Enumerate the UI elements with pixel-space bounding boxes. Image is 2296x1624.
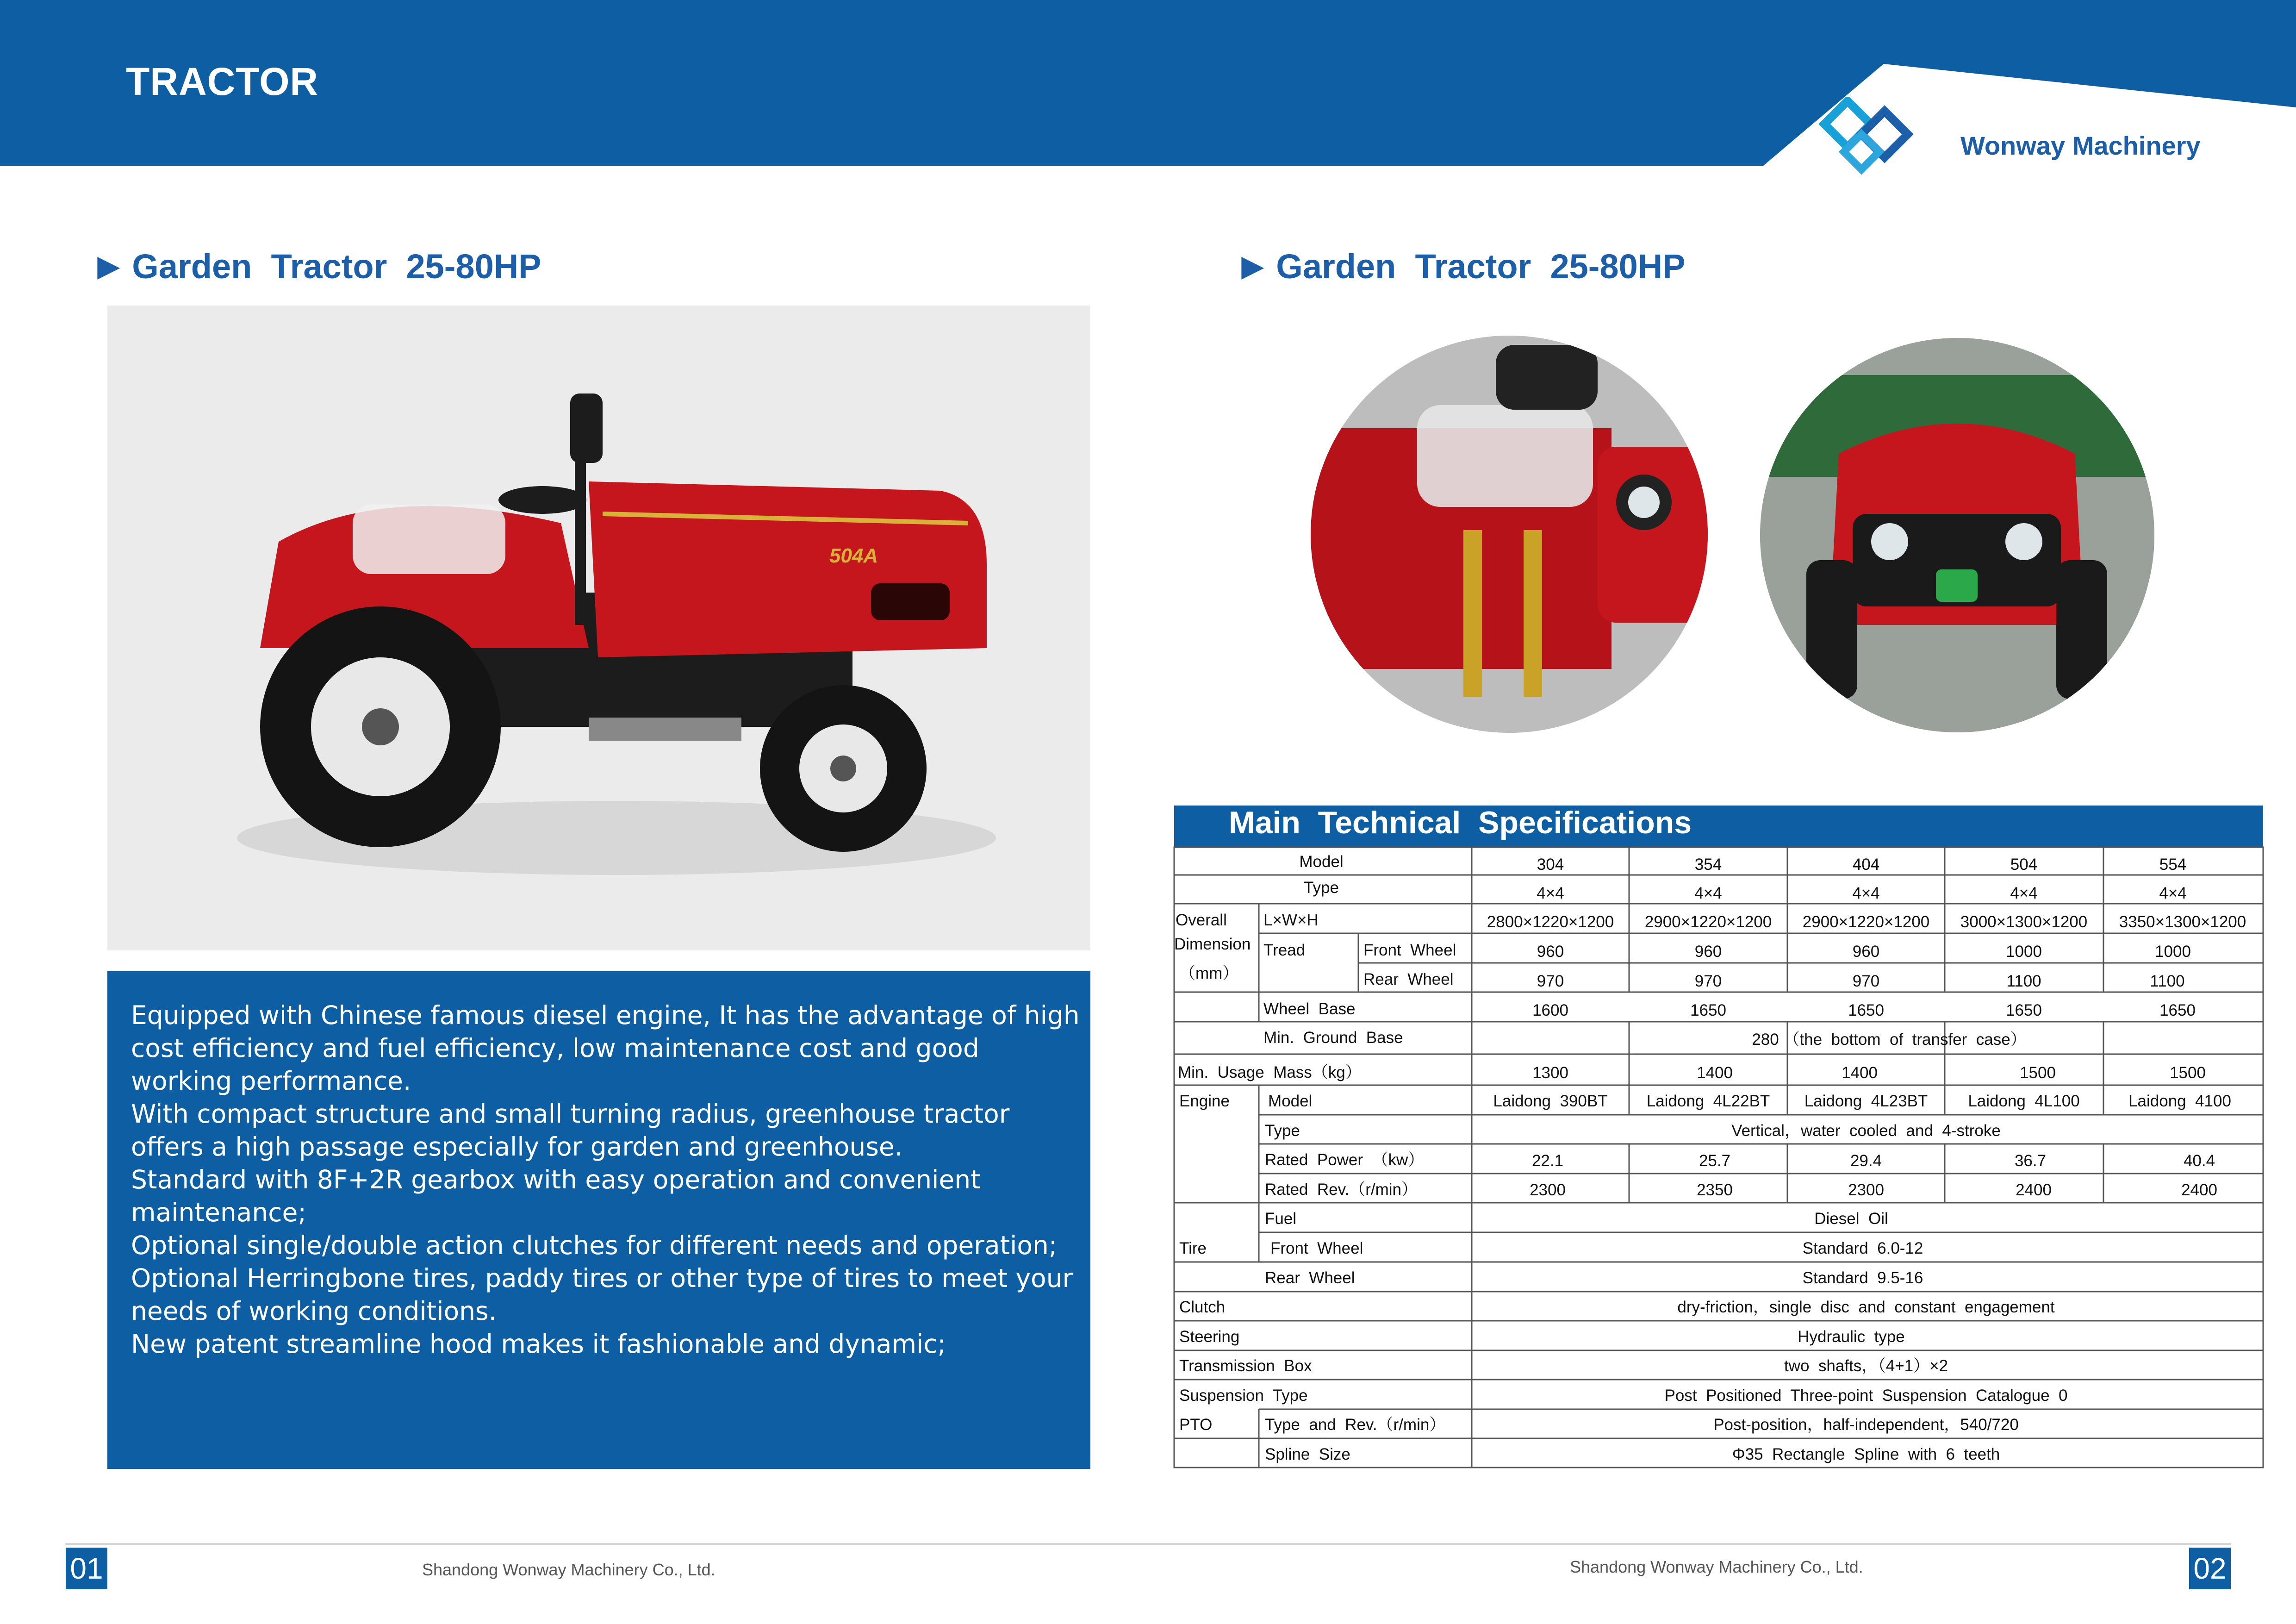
play-arrow-icon: ▶ bbox=[98, 250, 119, 281]
description-text bbox=[131, 999, 1080, 1361]
spec-front-wheel-value: 960 bbox=[1852, 943, 1880, 961]
spec-wheel-base-value: 1650 bbox=[1848, 1001, 1884, 1019]
left-section-heading bbox=[79, 207, 541, 286]
spec-label-engine-model: Model bbox=[1268, 1092, 1313, 1110]
header-title: TRACTOR bbox=[126, 60, 319, 103]
spec-mass-value: 1400 bbox=[1842, 1064, 1878, 1082]
spec-label-rear-wheel: Rear Wheel bbox=[1363, 970, 1454, 988]
spec-engine-model-value: Laidong 390BT bbox=[1493, 1092, 1608, 1110]
left-heading-text: Garden Tractor 25-80HP bbox=[132, 247, 541, 286]
page-number-left: 01 bbox=[66, 1548, 107, 1589]
spec-type-value: 4×4 bbox=[1537, 884, 1564, 902]
description-line: Equipped with Chinese famous diesel engine, It has the advantage of high cost efficiency and fuel efficiency, low maintenance cost and good working performance. bbox=[131, 1000, 1080, 1096]
spec-engine-model-value: Laidong 4L100 bbox=[1968, 1092, 2080, 1110]
spec-label-clutch: Clutch bbox=[1179, 1298, 1226, 1316]
description-line: Standard with 8F+2R gearbox with easy operation and convenient maintenance; bbox=[131, 1165, 981, 1227]
footer-company-right: Shandong Wonway Machinery Co., Ltd. bbox=[1570, 1557, 1863, 1576]
rear-hitch-photo bbox=[1311, 336, 1708, 733]
footer-company-left: Shandong Wonway Machinery Co., Ltd. bbox=[422, 1560, 716, 1579]
spec-model-value: 554 bbox=[2159, 856, 2187, 874]
spec-label-mass: Min. Usage Mass（kg） bbox=[1178, 1063, 1362, 1081]
spec-fuel-value: Diesel Oil bbox=[1814, 1210, 1888, 1228]
spec-power-value: 36.7 bbox=[2014, 1152, 2047, 1170]
spec-model-value: 504 bbox=[2010, 856, 2038, 874]
spec-mass-value: 1300 bbox=[1532, 1064, 1568, 1082]
spec-label-spline: Spline Size bbox=[1265, 1445, 1350, 1463]
spec-label-overall: Overall bbox=[1176, 911, 1227, 929]
spec-wheel-base-value: 1650 bbox=[2006, 1001, 2042, 1019]
spec-clutch-value: dry-friction，single disc and constant engagement bbox=[1677, 1298, 2055, 1316]
spec-steering-value: Hydraulic type bbox=[1798, 1328, 1905, 1346]
spec-rev-value: 2300 bbox=[1530, 1181, 1566, 1199]
spec-rear-wheel-value: 970 bbox=[1694, 972, 1722, 990]
spec-label-ground-base: Min. Ground Base bbox=[1263, 1029, 1403, 1047]
play-arrow-icon: ▶ bbox=[1242, 250, 1263, 281]
spec-front-wheel-value: 960 bbox=[1537, 943, 1564, 961]
spec-mass-value: 1500 bbox=[2020, 1064, 2056, 1082]
header-logo-panel bbox=[0, 0, 2296, 166]
spec-lwh-value: 3350×1300×1200 bbox=[2119, 913, 2246, 931]
right-heading-text: Garden Tractor 25-80HP bbox=[1276, 247, 1686, 286]
spec-transmission-value: two shafts，（4+1）×2 bbox=[1784, 1357, 1948, 1375]
spec-type-value: 4×4 bbox=[2159, 884, 2187, 902]
spec-lwh-value: 2800×1220×1200 bbox=[1487, 913, 1614, 931]
spec-label-dimension: Dimension bbox=[1174, 935, 1251, 953]
spec-label-suspension: Suspension Type bbox=[1179, 1387, 1308, 1405]
spec-label-pto-type: Type and Rev.（r/min） bbox=[1265, 1416, 1446, 1434]
spec-label-rev: Rated Rev.（r/min） bbox=[1265, 1181, 1418, 1199]
description-line: Optional Herringbone tires, paddy tires or other type of tires to meet your needs of working conditions. bbox=[131, 1263, 1073, 1326]
spec-engine-model-value: Laidong 4L22BT bbox=[1646, 1092, 1770, 1110]
spec-mass-value: 1400 bbox=[1697, 1064, 1733, 1082]
spec-model-value: 404 bbox=[1852, 856, 1880, 874]
spec-mass-value: 1500 bbox=[2170, 1064, 2206, 1082]
spec-rev-value: 2300 bbox=[1848, 1181, 1884, 1199]
spec-model-value: 354 bbox=[1694, 856, 1722, 874]
spec-label-fuel: Fuel bbox=[1265, 1210, 1297, 1228]
spec-label-engine: Engine bbox=[1179, 1092, 1230, 1110]
spec-wheel-base-value: 1650 bbox=[1690, 1001, 1726, 1019]
spec-label-front-wheel: Front Wheel bbox=[1363, 941, 1456, 959]
spec-label-tire-front: Front Wheel bbox=[1270, 1239, 1363, 1257]
description-line: Optional single/double action clutches for different needs and operation; bbox=[131, 1230, 1058, 1260]
spec-label-model: Model bbox=[1299, 853, 1344, 871]
spec-suspension-value: Post Positioned Three-point Suspension Catalogue 0 bbox=[1664, 1387, 2068, 1405]
spec-label-wheel-base: Wheel Base bbox=[1263, 1000, 1356, 1018]
description-line: With compact structure and small turning radius, greenhouse tractor offers a high passage especially for garden and greenhouse. bbox=[131, 1099, 1010, 1162]
spec-label-tire: Tire bbox=[1179, 1239, 1207, 1257]
spec-front-wheel-value: 1000 bbox=[2155, 943, 2191, 961]
spec-wheel-base-value: 1600 bbox=[1532, 1001, 1568, 1019]
spec-rev-value: 2400 bbox=[2181, 1181, 2217, 1199]
spec-rear-wheel-value: 970 bbox=[1537, 972, 1564, 990]
wonway-logo-icon bbox=[1819, 97, 1916, 181]
hood-model-label: 504A bbox=[829, 544, 878, 567]
spec-label-pto: PTO bbox=[1179, 1416, 1213, 1434]
spec-rev-value: 2400 bbox=[2016, 1181, 2052, 1199]
spec-power-value: 40.4 bbox=[2183, 1152, 2215, 1170]
spec-front-wheel-value: 1000 bbox=[2006, 943, 2042, 961]
spec-label-transmission: Transmission Box bbox=[1179, 1357, 1312, 1375]
spec-engine-type-value: Vertical，water cooled and 4-stroke bbox=[1731, 1122, 2001, 1140]
spec-title: Main Technical Specifications bbox=[1229, 805, 1692, 840]
spec-power-value: 22.1 bbox=[1531, 1152, 1564, 1170]
spec-rear-wheel-value: 1100 bbox=[2006, 972, 2041, 990]
spec-wheel-base-value: 1650 bbox=[2159, 1001, 2196, 1019]
spec-label-lwh: L×W×H bbox=[1263, 911, 1319, 929]
description-line: New patent streamline hood makes it fashionable and dynamic; bbox=[131, 1329, 946, 1359]
spec-label-steering: Steering bbox=[1179, 1328, 1240, 1346]
spec-type-value: 4×4 bbox=[2010, 884, 2038, 902]
spec-power-value: 25.7 bbox=[1699, 1152, 1731, 1170]
spec-type-value: 4×4 bbox=[1694, 884, 1722, 902]
tractor-illustration bbox=[107, 306, 1090, 950]
spec-rev-value: 2350 bbox=[1697, 1181, 1733, 1199]
spec-power-value: 29.4 bbox=[1850, 1152, 1882, 1170]
spec-tire-front-value: Standard 6.0-12 bbox=[1802, 1239, 1923, 1257]
spec-label-power: Rated Power （kw） bbox=[1265, 1151, 1425, 1169]
page-number-right: 02 bbox=[2189, 1548, 2231, 1589]
brand-name: Wonway Machinery bbox=[1960, 131, 2201, 160]
spec-label-tread: Tread bbox=[1263, 941, 1306, 959]
tractor-photo bbox=[107, 306, 1090, 950]
spec-pto-type-value: Post-position，half-independent，540/720 bbox=[1713, 1416, 2019, 1434]
spec-label-mm: （mm） bbox=[1179, 964, 1239, 982]
spec-rear-wheel-value: 970 bbox=[1852, 972, 1880, 990]
spec-spline-value: Φ35 Rectangle Spline with 6 teeth bbox=[1732, 1445, 2000, 1463]
spec-engine-model-value: Laidong 4100 bbox=[2128, 1092, 2231, 1110]
spec-tire-rear-value: Standard 9.5-16 bbox=[1802, 1269, 1923, 1287]
spec-lwh-value: 2900×1220×1200 bbox=[1802, 913, 1930, 931]
spec-engine-model-value: Laidong 4L23BT bbox=[1804, 1092, 1928, 1110]
spec-rear-wheel-value: 1100 bbox=[2150, 972, 2185, 990]
front-grille-photo bbox=[1760, 338, 2154, 732]
spec-lwh-value: 3000×1300×1200 bbox=[1960, 913, 2088, 931]
spec-label-engine-type: Type bbox=[1265, 1122, 1300, 1140]
spec-ground-base-value: 280 （the bottom of transfer case） bbox=[1752, 1031, 2027, 1049]
right-section-heading bbox=[1223, 207, 1686, 286]
footer-divider bbox=[65, 1543, 2231, 1545]
spec-label-type: Type bbox=[1304, 879, 1339, 897]
spec-front-wheel-value: 960 bbox=[1694, 943, 1722, 961]
spec-label-tire-rear: Rear Wheel bbox=[1265, 1269, 1355, 1287]
spec-type-value: 4×4 bbox=[1852, 884, 1880, 902]
spec-model-value: 304 bbox=[1537, 856, 1564, 874]
spec-lwh-value: 2900×1220×1200 bbox=[1644, 913, 1772, 931]
